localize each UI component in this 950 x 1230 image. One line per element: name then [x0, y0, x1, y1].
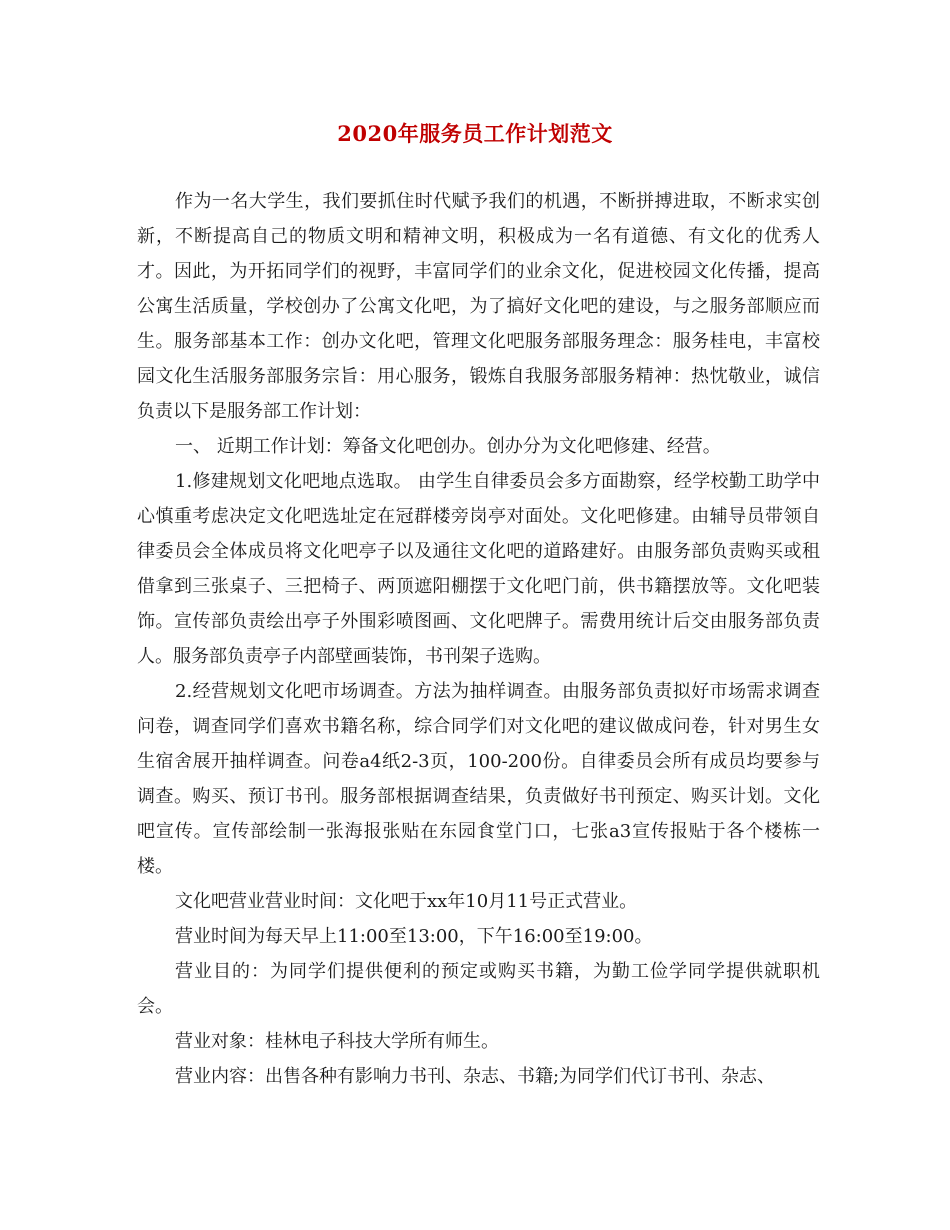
paragraph-operation-plan: 2.经营规划文化吧市场调查。方法为抽样调查。由服务部负责拟好市场需求调查问卷，调查同学们喜欢书籍名称，综合同学们对文化吧的建议做成问卷，针对男生女生宿舍展开抽样调查。问卷a4纸2-3页，100-200份。自律委员会所有成员均要参与调查。购买、预订书刊。服务部根据调查结果，负责做好书刊预定、购买计划。文化吧宣传。宣传部绘制一张海报张贴在东园食堂门口，七张a3宣传报贴于各个楼栋一楼。 [137, 681, 820, 877]
paragraph-business-hours: 营业时间为每天早上11:00至13:00，下午16:00至19:00。 [175, 926, 653, 947]
paragraph-business-content: 营业内容：出售各种有影响力书刊、杂志、书籍;为同学们代订书刊、杂志、 [175, 1066, 776, 1087]
paragraph-business-purpose: 营业目的：为同学们提供便利的预定或购买书籍，为勤工俭学同学提供就职机会。 [137, 961, 820, 1017]
paragraph-construction-plan: 1.修建规划文化吧地点选取。 由学生自律委员会多方面勘察，经学校勤工助学中心慎重考虑决定文化吧选址定在冠群楼旁岗亭对面处。文化吧修建。由辅导员带领自律委员会全体成员将文化吧亭子以及通往文化吧的道路建好。由服务部负责购买或租借拿到三张桌子、三把椅子、两顶遮阳棚摆于文化吧门前，供书籍摆放等。文化吧装饰。宣传部负责绘出亭子外围彩喷图画、文化吧牌子。需费用统计后交由服务部负责人。服务部负责亭子内部壁画装饰，书刊架子选购。 [137, 471, 820, 667]
paragraph-intro: 作为一名大学生，我们要抓住时代赋予我们的机遇，不断拼搏进取，不断求实创新，不断提高自己的物质文明和精神文明，积极成为一名有道德、有文化的优秀人才。因此，为开拓同学们的视野，丰富同学们的业余文化，促进校园文化传播，提高公寓生活质量，学校创办了公寓文化吧，为了搞好文化吧的建设，与之服务部顺应而生。服务部基本工作：创办文化吧，管理文化吧服务部服务理念：服务桂电，丰富校园文化生活服务部服务宗旨：用心服务，锻炼自我服务部服务精神：热忱敬业，诚信负责以下是服务部工作计划： [137, 191, 820, 422]
paragraph-opening-date: 文化吧营业营业时间：文化吧于xx年10月11号正式营业。 [175, 891, 638, 912]
paragraph-section-one: 一、 近期工作计划：筹备文化吧创办。创办分为文化吧修建、经营。 [175, 436, 721, 457]
document-title: 2020年服务员工作计划范文 [337, 121, 613, 146]
paragraph-business-target: 营业对象：桂林电子科技大学所有师生。 [175, 1031, 499, 1052]
document-body [137, 184, 820, 1094]
